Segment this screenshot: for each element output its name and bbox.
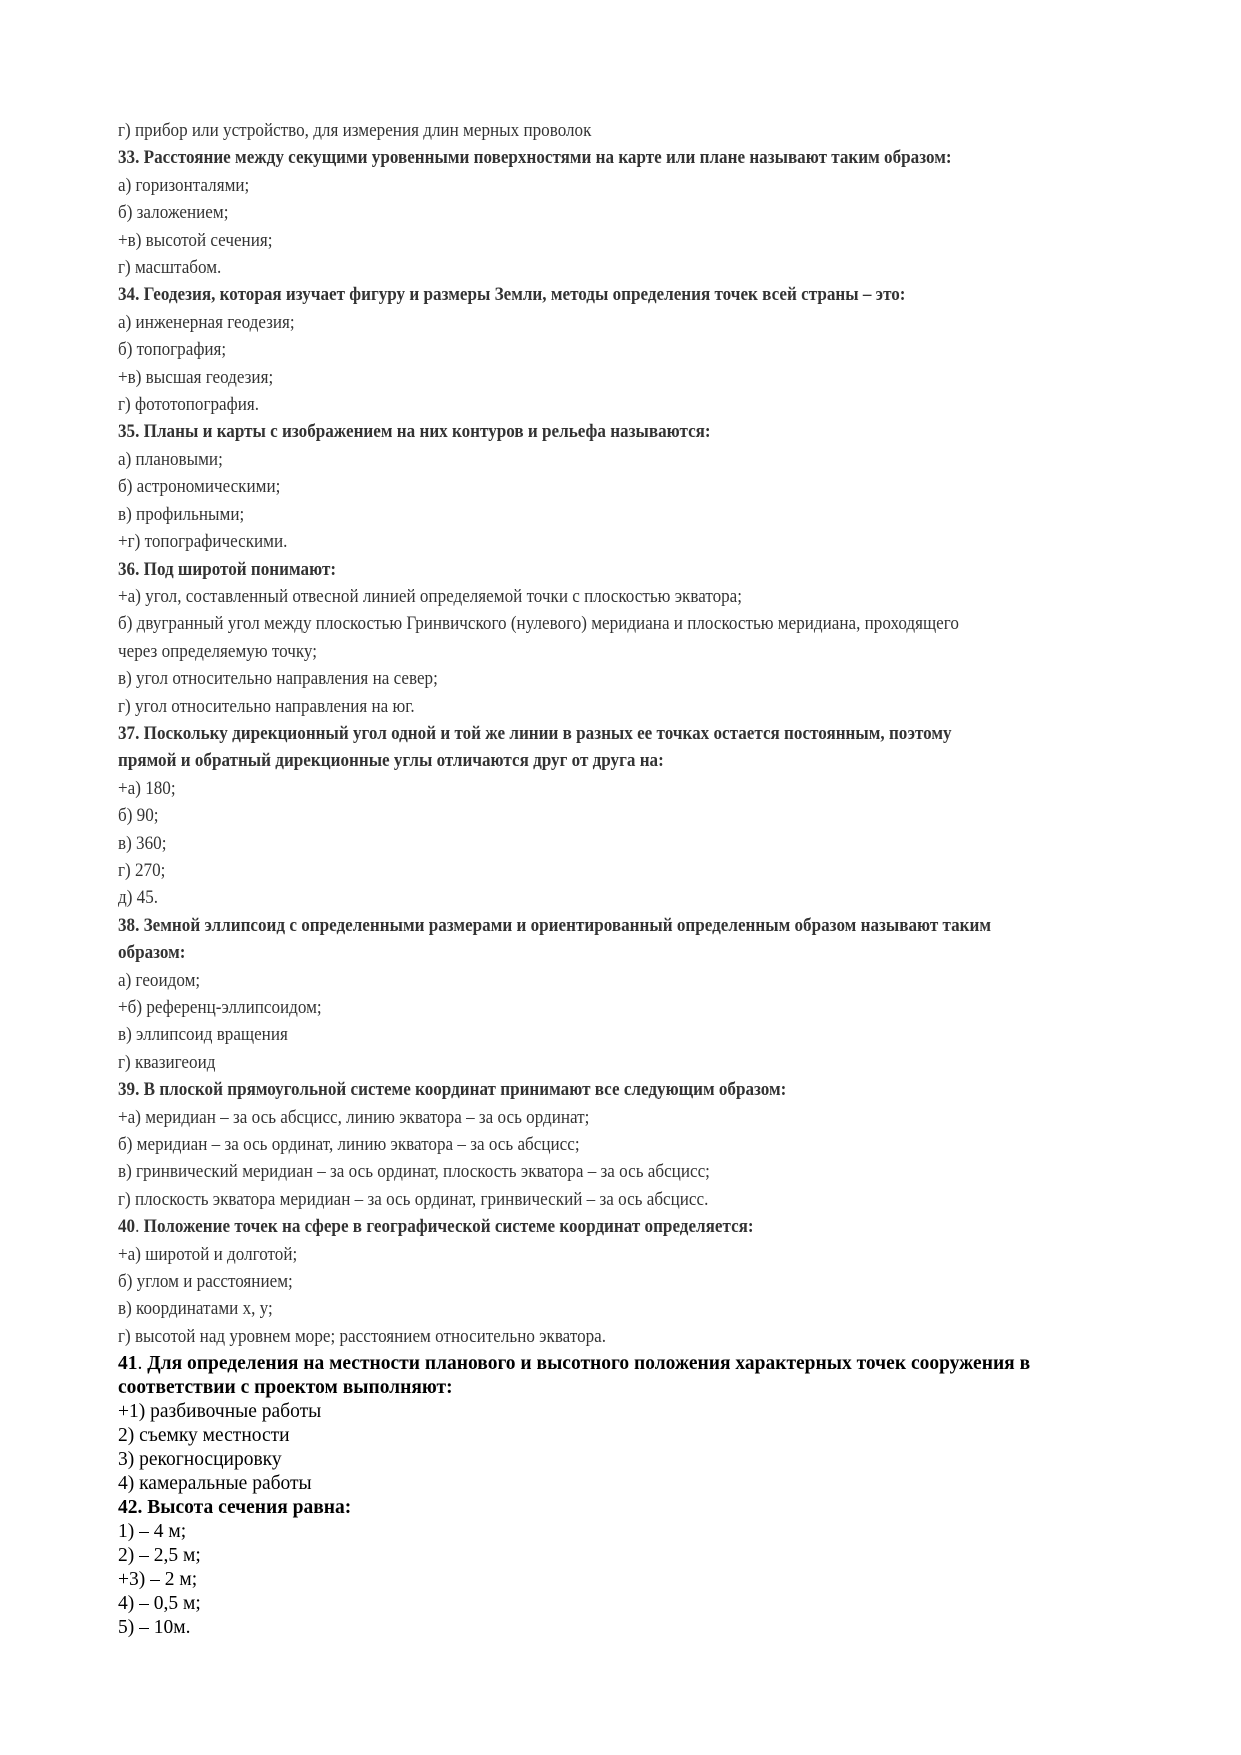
answer-option: б) 90;	[118, 805, 159, 827]
answer-option-correct: +б) референц-эллипсоидом;	[118, 997, 322, 1018]
answer-option-correct: +3) – 2 м;	[118, 1569, 198, 1591]
question-33	[118, 144, 1090, 171]
answer-option: 1) – 4 м;	[118, 1521, 187, 1543]
answer-option: в) профильными;	[118, 503, 245, 525]
question-text: Расстояние между секущими уровенными поверхностями на карте или плане называют таким образом:	[143, 147, 952, 169]
question-number: 36.	[118, 558, 140, 580]
answer-option: в) гринвический меридиан – за ось ординат, плоскость экватора – за ось абсцисс;	[118, 1161, 710, 1183]
answer-option: б) углом и расстоянием;	[118, 1271, 293, 1293]
question-text: Земной эллипсоид с определенными размерами и ориентированный определенным образом называют таким	[143, 914, 992, 936]
answer-option: г) квазигеоид	[118, 1051, 216, 1073]
question-number: 33.	[118, 147, 140, 169]
question-42	[118, 1496, 1198, 1520]
answer-option: а) плановыми;	[118, 448, 223, 470]
question-41	[118, 1352, 1198, 1376]
answer-option: 3) рекогносцировку	[118, 1449, 282, 1471]
question-36	[118, 556, 1090, 583]
answer-option: г) угол относительно направления на юг.	[118, 695, 415, 717]
answer-option-correct: +а) 180;	[118, 777, 176, 799]
answer-option: 4) – 0,5 м;	[118, 1593, 201, 1615]
question-text: Планы и карты с изображением на них контуров и рельефа называются:	[143, 421, 711, 443]
question-text: Геодезия, которая изучает фигуру и размеры Земли, методы определения точек всей страны – это:	[143, 284, 906, 306]
question-35	[118, 418, 1090, 445]
answer-option: б) двугранный угол между плоскостью Гринвичского (нулевого) меридиана и плоскостью меридиана, проходящего	[118, 613, 959, 635]
question-37	[118, 720, 1090, 747]
question-number: 35.	[118, 421, 140, 443]
answer-option-correct: +г) топографическими.	[118, 531, 288, 553]
question-number: 40	[118, 1216, 136, 1238]
answer-option: в) координатами х, у;	[118, 1298, 273, 1320]
answer-option: а) геоидом;	[118, 969, 201, 991]
answer-option: 2) – 2,5 м;	[118, 1545, 201, 1567]
question-number: 41	[118, 1353, 138, 1375]
question-41-continuation: соответствии с проектом выполняют:	[118, 1377, 453, 1399]
question-number-dot: .	[135, 1216, 140, 1238]
question-text: Поскольку дирекционный угол одной и той же линии в разных ее точках остается постоянным, поэтому	[143, 722, 952, 744]
answer-option-correct: +а) широтой и долготой;	[118, 1243, 298, 1265]
answer-option: б) астрономическими;	[118, 476, 281, 498]
question-37-continuation: прямой и обратный дирекционные углы отличаются друг от друга на:	[118, 750, 664, 772]
answer-option-correct: +а) меридиан – за ось абсцисс, линию экватора – за ось ординат;	[118, 1106, 590, 1128]
question-text: Высота сечения равна:	[147, 1497, 352, 1519]
upper-section	[118, 117, 1198, 1350]
answer-option: 2) съемку местности	[118, 1425, 290, 1447]
question-40	[118, 1213, 1090, 1240]
answer-option: г) высотой над уровнем море; расстоянием относительно экватора.	[118, 1325, 607, 1347]
answer-option-continuation: через определяемую точку;	[118, 640, 317, 662]
question-34	[118, 281, 1090, 308]
answer-option: г) масштабом.	[118, 257, 222, 279]
question-text: В плоской прямоугольной системе координат принимают все следующим образом:	[143, 1079, 787, 1101]
answer-option: г) плоскость экватора меридиан – за ось ординат, гринвический – за ось абсцисс.	[118, 1188, 709, 1210]
document-page	[118, 117, 1198, 1640]
question-38-continuation: образом:	[118, 942, 186, 964]
question-38	[118, 912, 1090, 939]
answer-option: г) 270;	[118, 859, 166, 881]
question-number: 38.	[118, 914, 140, 936]
answer-option: в) 360;	[118, 832, 167, 854]
question-number: 37.	[118, 722, 140, 744]
question-number: 34.	[118, 284, 140, 306]
question-text: Положение точек на сфере в географической системе координат определяется:	[143, 1216, 754, 1238]
question-number: 42.	[118, 1497, 143, 1519]
answer-option: в) угол относительно направления на север;	[118, 668, 438, 690]
answer-option-correct: +в) высшая геодезия;	[118, 366, 274, 388]
answer-option: 5) – 10м.	[118, 1617, 191, 1639]
answer-option: в) эллипсоид вращения	[118, 1024, 288, 1046]
answer-option: д) 45.	[118, 887, 159, 909]
question-39	[118, 1076, 1090, 1103]
leading-option-line: г) прибор или устройство, для измерения длин мерных проволок	[118, 120, 592, 141]
lower-section	[118, 1352, 1198, 1640]
answer-option: г) фототопография.	[118, 394, 259, 416]
question-number-dot: .	[137, 1353, 143, 1375]
answer-option: б) топография;	[118, 339, 227, 361]
answer-option: а) инженерная геодезия;	[118, 311, 295, 333]
answer-option: 4) камеральные работы	[118, 1473, 312, 1495]
answer-option-correct: +а) угол, составленный отвесной линией определяемой точки с плоскостью экватора;	[118, 585, 743, 607]
answer-option: а) горизонталями;	[118, 174, 250, 196]
question-text: Для определения на местности планового и высотного положения характерных точек сооружения в	[147, 1353, 1031, 1375]
question-number: 39.	[118, 1079, 140, 1101]
answer-option-correct: +1) разбивочные работы	[118, 1401, 322, 1423]
answer-option-correct: +в) высотой сечения;	[118, 229, 273, 251]
answer-option: б) заложением;	[118, 202, 229, 224]
question-text: Под широтой понимают:	[143, 558, 337, 580]
answer-option: б) меридиан – за ось ординат, линию экватора – за ось абсцисс;	[118, 1134, 580, 1156]
